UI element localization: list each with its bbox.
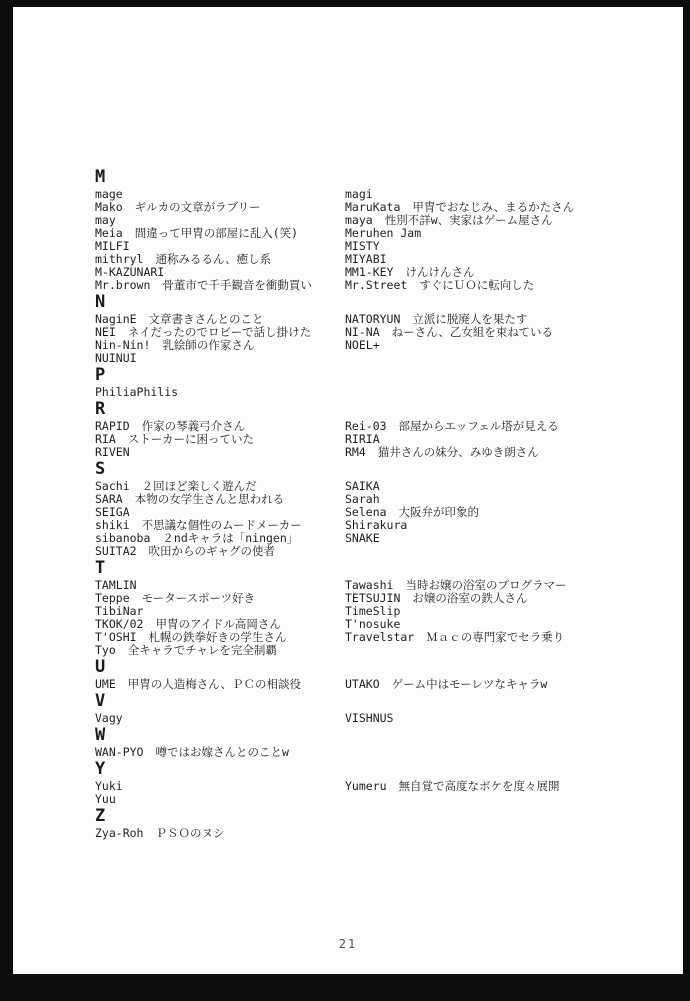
- entry-name: NI-NA: [345, 325, 380, 339]
- entry-name: MISTY: [345, 239, 380, 253]
- entry-name: PhiliaPhilis: [95, 385, 179, 399]
- section-letter: M: [95, 167, 106, 187]
- list-row: [95, 827, 677, 840]
- list-row: [95, 712, 677, 725]
- entry-name: shiki: [95, 518, 130, 532]
- entry-name: Teppe: [95, 591, 130, 605]
- list-entry: [95, 712, 345, 725]
- entry-description: 本物の女学生さんと思われる: [134, 492, 285, 506]
- entry-name: Meruhen Jam: [345, 226, 422, 240]
- entry-description: 噂ではお嫁さんとのことw: [155, 745, 289, 759]
- entry-description: ＰＳＯのヌシ: [155, 826, 225, 840]
- list-entry: [345, 339, 677, 352]
- section-letter: V: [95, 691, 106, 711]
- section-z: [95, 806, 677, 840]
- list-entry: [95, 352, 345, 365]
- list-entry: [345, 631, 677, 644]
- entry-name: Yuu: [95, 792, 116, 806]
- section-letter: P: [95, 365, 106, 385]
- entry-name: Sarah: [345, 492, 380, 506]
- entry-description: お嬢の浴室の鉄人さん: [412, 591, 528, 605]
- list-entry: [345, 227, 677, 240]
- section-letter: U: [95, 657, 106, 677]
- list-entry: [95, 227, 345, 240]
- entry-description: ストーカーに困っていた: [127, 432, 255, 446]
- list-entry: [95, 827, 345, 840]
- section-w: [95, 725, 677, 759]
- entry-name: UTAKO: [345, 677, 380, 691]
- section-letter: N: [95, 292, 106, 312]
- entry-name: sibanoba: [95, 531, 151, 545]
- entry-description: すぐにＵＯに転向した: [419, 278, 535, 292]
- list-entry: [95, 493, 345, 506]
- entry-name: NATORYUN: [345, 312, 401, 326]
- list-entry: [95, 780, 345, 793]
- entry-name: Nin-Nin!: [95, 338, 151, 352]
- list-entry: [345, 678, 677, 691]
- entry-name: NUINUI: [95, 351, 137, 365]
- list-row: [95, 793, 677, 806]
- entry-description: 甲冑の人造梅さん、ＰＣの相談役: [127, 677, 301, 691]
- list-row: [95, 339, 677, 352]
- entry-name: Sachi: [95, 479, 130, 493]
- entry-description: 不思議な個性のムードメーカー: [141, 518, 302, 532]
- entry-description: ゲーム中はモーレツなキャラw: [391, 677, 548, 691]
- entry-name: RIRIA: [345, 432, 380, 446]
- entry-name: Tyo: [95, 643, 116, 657]
- entry-name: SNAKE: [345, 531, 380, 545]
- list-entry: [345, 326, 677, 339]
- entry-name: Meia: [95, 226, 123, 240]
- entry-name: mage: [95, 187, 123, 201]
- list-row: [95, 678, 677, 691]
- entry-description: ギルカの文章がラブリー: [134, 200, 261, 214]
- list-entry: [345, 519, 677, 532]
- section-letter: T: [95, 558, 106, 578]
- entry-name: SEIGA: [95, 505, 130, 519]
- entry-name: M-KAZUNARI: [95, 265, 165, 279]
- list-entry: [345, 712, 677, 725]
- entry-name: NEI: [95, 325, 116, 339]
- list-entry: [95, 386, 345, 399]
- list-entry: [95, 545, 345, 558]
- scanned-page: [13, 7, 683, 974]
- entry-description: 作家の琴義弓介さん: [141, 419, 246, 433]
- entry-name: WAN-PYO: [95, 745, 144, 759]
- entry-name: RAPID: [95, 419, 130, 433]
- entry-name: RIVEN: [95, 445, 130, 459]
- empty-cell: [345, 827, 677, 840]
- entry-description: 間違って甲冑の部屋に乱入(笑): [134, 226, 299, 240]
- entry-name: Shirakura: [345, 518, 408, 532]
- empty-cell: [345, 386, 677, 399]
- list-row: [95, 746, 677, 759]
- entry-description: 札幌の鉄拳好きの学生さん: [148, 630, 287, 644]
- entry-name: T'nosuke: [345, 617, 401, 631]
- list-entry: [95, 678, 345, 691]
- list-row: [95, 279, 677, 292]
- list-row: [95, 545, 677, 558]
- entry-name: maya: [345, 213, 373, 227]
- entry-description: けんけんさん: [405, 265, 475, 279]
- entry-description: Ｍａｃの専門家でセラ乗り: [426, 630, 565, 644]
- entry-name: Yumeru: [345, 779, 387, 793]
- entry-description: 大阪弁が印象的: [398, 505, 480, 519]
- section-r: [95, 399, 677, 459]
- entry-description: 骨董市で千手観音を衝動買い: [162, 278, 312, 292]
- entry-name: T'OSHI: [95, 630, 137, 644]
- entry-name: Selena: [345, 505, 387, 519]
- entry-name: Mako: [95, 200, 123, 214]
- entry-name: UME: [95, 677, 116, 691]
- entry-description: 全キャラでチャレを完全制覇: [127, 643, 277, 657]
- entry-name: RIA: [95, 432, 116, 446]
- list-entry: [95, 793, 345, 806]
- entry-description: 立派に脱廃人を果たす: [412, 312, 528, 326]
- entry-name: RM4: [345, 445, 366, 459]
- section-letter: W: [95, 725, 106, 745]
- list-row: [95, 780, 677, 793]
- entry-name: mithryl: [95, 252, 144, 266]
- entry-name: Vagy: [95, 711, 123, 725]
- entry-name: TimeSlip: [345, 604, 401, 618]
- entry-name: magi: [345, 187, 373, 201]
- empty-cell: [345, 746, 677, 759]
- list-entry: [95, 201, 345, 214]
- entry-name: NOEL+: [345, 338, 380, 352]
- entry-name: SAIKA: [345, 479, 380, 493]
- entry-name: TibiNar: [95, 604, 144, 618]
- section-v: [95, 691, 677, 725]
- page-number: 21: [338, 937, 358, 951]
- section-letter: R: [95, 399, 106, 419]
- list-entry: [345, 480, 677, 493]
- entry-name: Tawashi: [345, 578, 394, 592]
- entry-name: MM1-KEY: [345, 265, 394, 279]
- list-row: [95, 227, 677, 240]
- list-entry: [345, 253, 677, 266]
- entry-name: NaginE: [95, 312, 137, 326]
- section-y: [95, 759, 677, 806]
- list-row: [95, 446, 677, 459]
- list-entry: [95, 279, 345, 292]
- entry-name: TKOK/02: [95, 617, 144, 631]
- entry-description: 猫井さんの妹分、みゆき朗さん: [377, 445, 539, 459]
- entry-description: 甲冑のアイドル高岡さん: [155, 617, 281, 631]
- list-row: [95, 352, 677, 365]
- entry-name: Yuki: [95, 779, 123, 793]
- section-p: [95, 365, 677, 399]
- list-entry: [345, 493, 677, 506]
- entry-name: SARA: [95, 492, 123, 506]
- list-entry: [345, 532, 677, 545]
- entry-description: ネイだったのでロビーで話し掛けた: [127, 325, 312, 339]
- list-entry: [345, 446, 677, 459]
- entry-description: モータースポーツ好き: [141, 591, 256, 605]
- entry-name: SUITA2: [95, 544, 137, 558]
- entry-name: Zya-Roh: [95, 826, 144, 840]
- empty-cell: [345, 793, 677, 806]
- entry-description: 吹田からのギャグの使者: [148, 544, 276, 558]
- entry-description: ２回ほど楽しく遊んだ: [141, 479, 257, 493]
- section-s: [95, 459, 677, 558]
- entry-description: 文章書きさんとのこと: [148, 312, 264, 326]
- empty-cell: [345, 545, 677, 558]
- section-letter: Z: [95, 806, 106, 826]
- entry-name: TETSUJIN: [345, 591, 401, 605]
- section-letter: Y: [95, 759, 106, 779]
- empty-cell: [345, 352, 677, 365]
- empty-cell: [345, 644, 677, 657]
- list-entry: [95, 433, 345, 446]
- entry-description: 乳絵師の作家さん: [162, 338, 255, 352]
- list-entry: [345, 240, 677, 253]
- entry-name: Rei-03: [345, 419, 387, 433]
- list-entry: [345, 420, 677, 433]
- list-entry: [95, 644, 345, 657]
- list-row: [95, 644, 677, 657]
- list-row: [95, 386, 677, 399]
- section-u: [95, 657, 677, 691]
- entry-description: 甲冑でおなじみ、まるかたさん: [412, 200, 575, 214]
- entry-name: MILFI: [95, 239, 130, 253]
- entry-description: 当時お嬢の浴室のプログラマー: [405, 578, 567, 592]
- list-entry: [95, 446, 345, 459]
- entry-name: Mr.Street: [345, 278, 408, 292]
- entry-name: Travelstar: [345, 630, 415, 644]
- section-letter: S: [95, 459, 106, 479]
- entry-description: 部屋からエッフェル塔が見える: [398, 419, 559, 433]
- entry-description: ２ndキャラは「ningen」: [162, 531, 299, 545]
- section-n: [95, 292, 677, 365]
- list-entry: [95, 746, 345, 759]
- section-t: [95, 558, 677, 657]
- list-entry: [345, 279, 677, 292]
- entry-name: may: [95, 213, 116, 227]
- entry-name: TAMLIN: [95, 578, 137, 592]
- entry-name: Mr.brown: [95, 278, 151, 292]
- entry-name: MIYABI: [345, 252, 387, 266]
- list-entry: [345, 780, 677, 793]
- section-m: [95, 167, 677, 292]
- entry-description: 無自覚で高度なボケを度々展開: [398, 779, 560, 793]
- entry-name: VISHNUS: [345, 711, 394, 725]
- name-list: [95, 167, 677, 840]
- entry-description: ねーさん、乙女組を束ねている: [391, 325, 554, 339]
- entry-description: 通称みるるん、癒し系: [155, 252, 272, 266]
- entry-name: MaruKata: [345, 200, 401, 214]
- entry-description: 性別不詳w、実家はゲーム屋さん: [384, 213, 553, 227]
